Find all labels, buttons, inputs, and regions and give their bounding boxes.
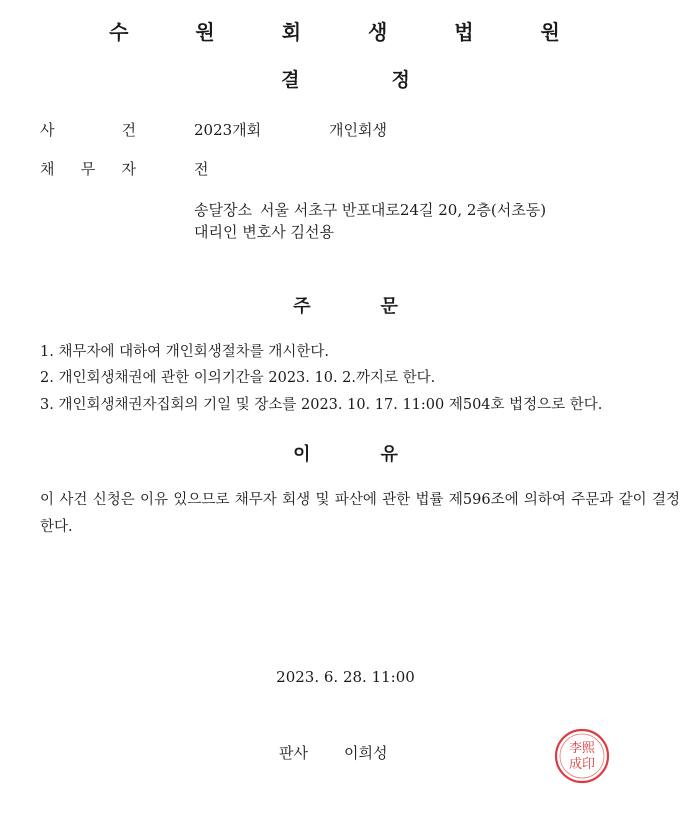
order-item: 3. 개인회생채권자집회의 기일 및 장소를 2023. 10. 17. 11:00 제504호 법정으로 한다.	[40, 397, 603, 413]
debtor-label-char: 무	[80, 160, 96, 178]
order-title-right: 문	[380, 296, 398, 317]
doc-type-right: 정	[391, 69, 410, 91]
order-title-left: 주	[293, 296, 311, 317]
order-section-title	[0, 292, 691, 318]
debtor-label-char: 자	[121, 160, 136, 178]
delivery-address: 서울 서초구 반포대로24길 20, 2층(서초동)	[259, 201, 547, 219]
court-name: 수 원 회 생 법 원	[109, 20, 590, 44]
case-type: 개인회생	[329, 121, 387, 139]
debtor-name: 전	[194, 160, 209, 178]
reason-text: 이 사건 신청은 이유 있으므로 채무자 회생 및 파산에 관한 법률 제596조에 의하여 주문과 같이 결정한다.	[40, 492, 680, 535]
order-item: 1. 채무자에 대하여 개인회생절차를 개시한다.	[40, 344, 330, 360]
case-label-char: 사	[40, 121, 55, 139]
judge-seal-stamp	[553, 727, 611, 785]
decision-date: 2023. 6. 28. 11:00	[276, 668, 415, 686]
judge-name: 이희성	[343, 744, 388, 762]
case-number: 2023개회	[194, 121, 262, 139]
svg-text:李熙: 李熙	[568, 741, 596, 756]
reason-section-title	[0, 440, 691, 466]
doc-type-left: 결	[281, 69, 300, 91]
svg-text:成印: 成印	[568, 757, 596, 772]
delivery-address-line	[194, 199, 546, 220]
debtor-label-char: 채	[40, 160, 55, 178]
debtor-label	[40, 158, 136, 179]
delivery-label: 송달장소	[194, 201, 252, 219]
case-label	[40, 119, 136, 140]
reason-title-left: 이	[293, 444, 311, 465]
document-type-title	[0, 65, 691, 92]
legal-agent: 대리인 변호사 김선용	[194, 223, 334, 241]
judge-title: 판사	[279, 744, 308, 762]
order-item: 2. 개인회생채권에 관한 이의기간을 2023. 10. 2.까지로 한다.	[40, 370, 436, 386]
reason-title-right: 유	[380, 444, 398, 465]
case-label-char: 건	[121, 121, 136, 139]
judge-signature-line	[279, 742, 387, 763]
